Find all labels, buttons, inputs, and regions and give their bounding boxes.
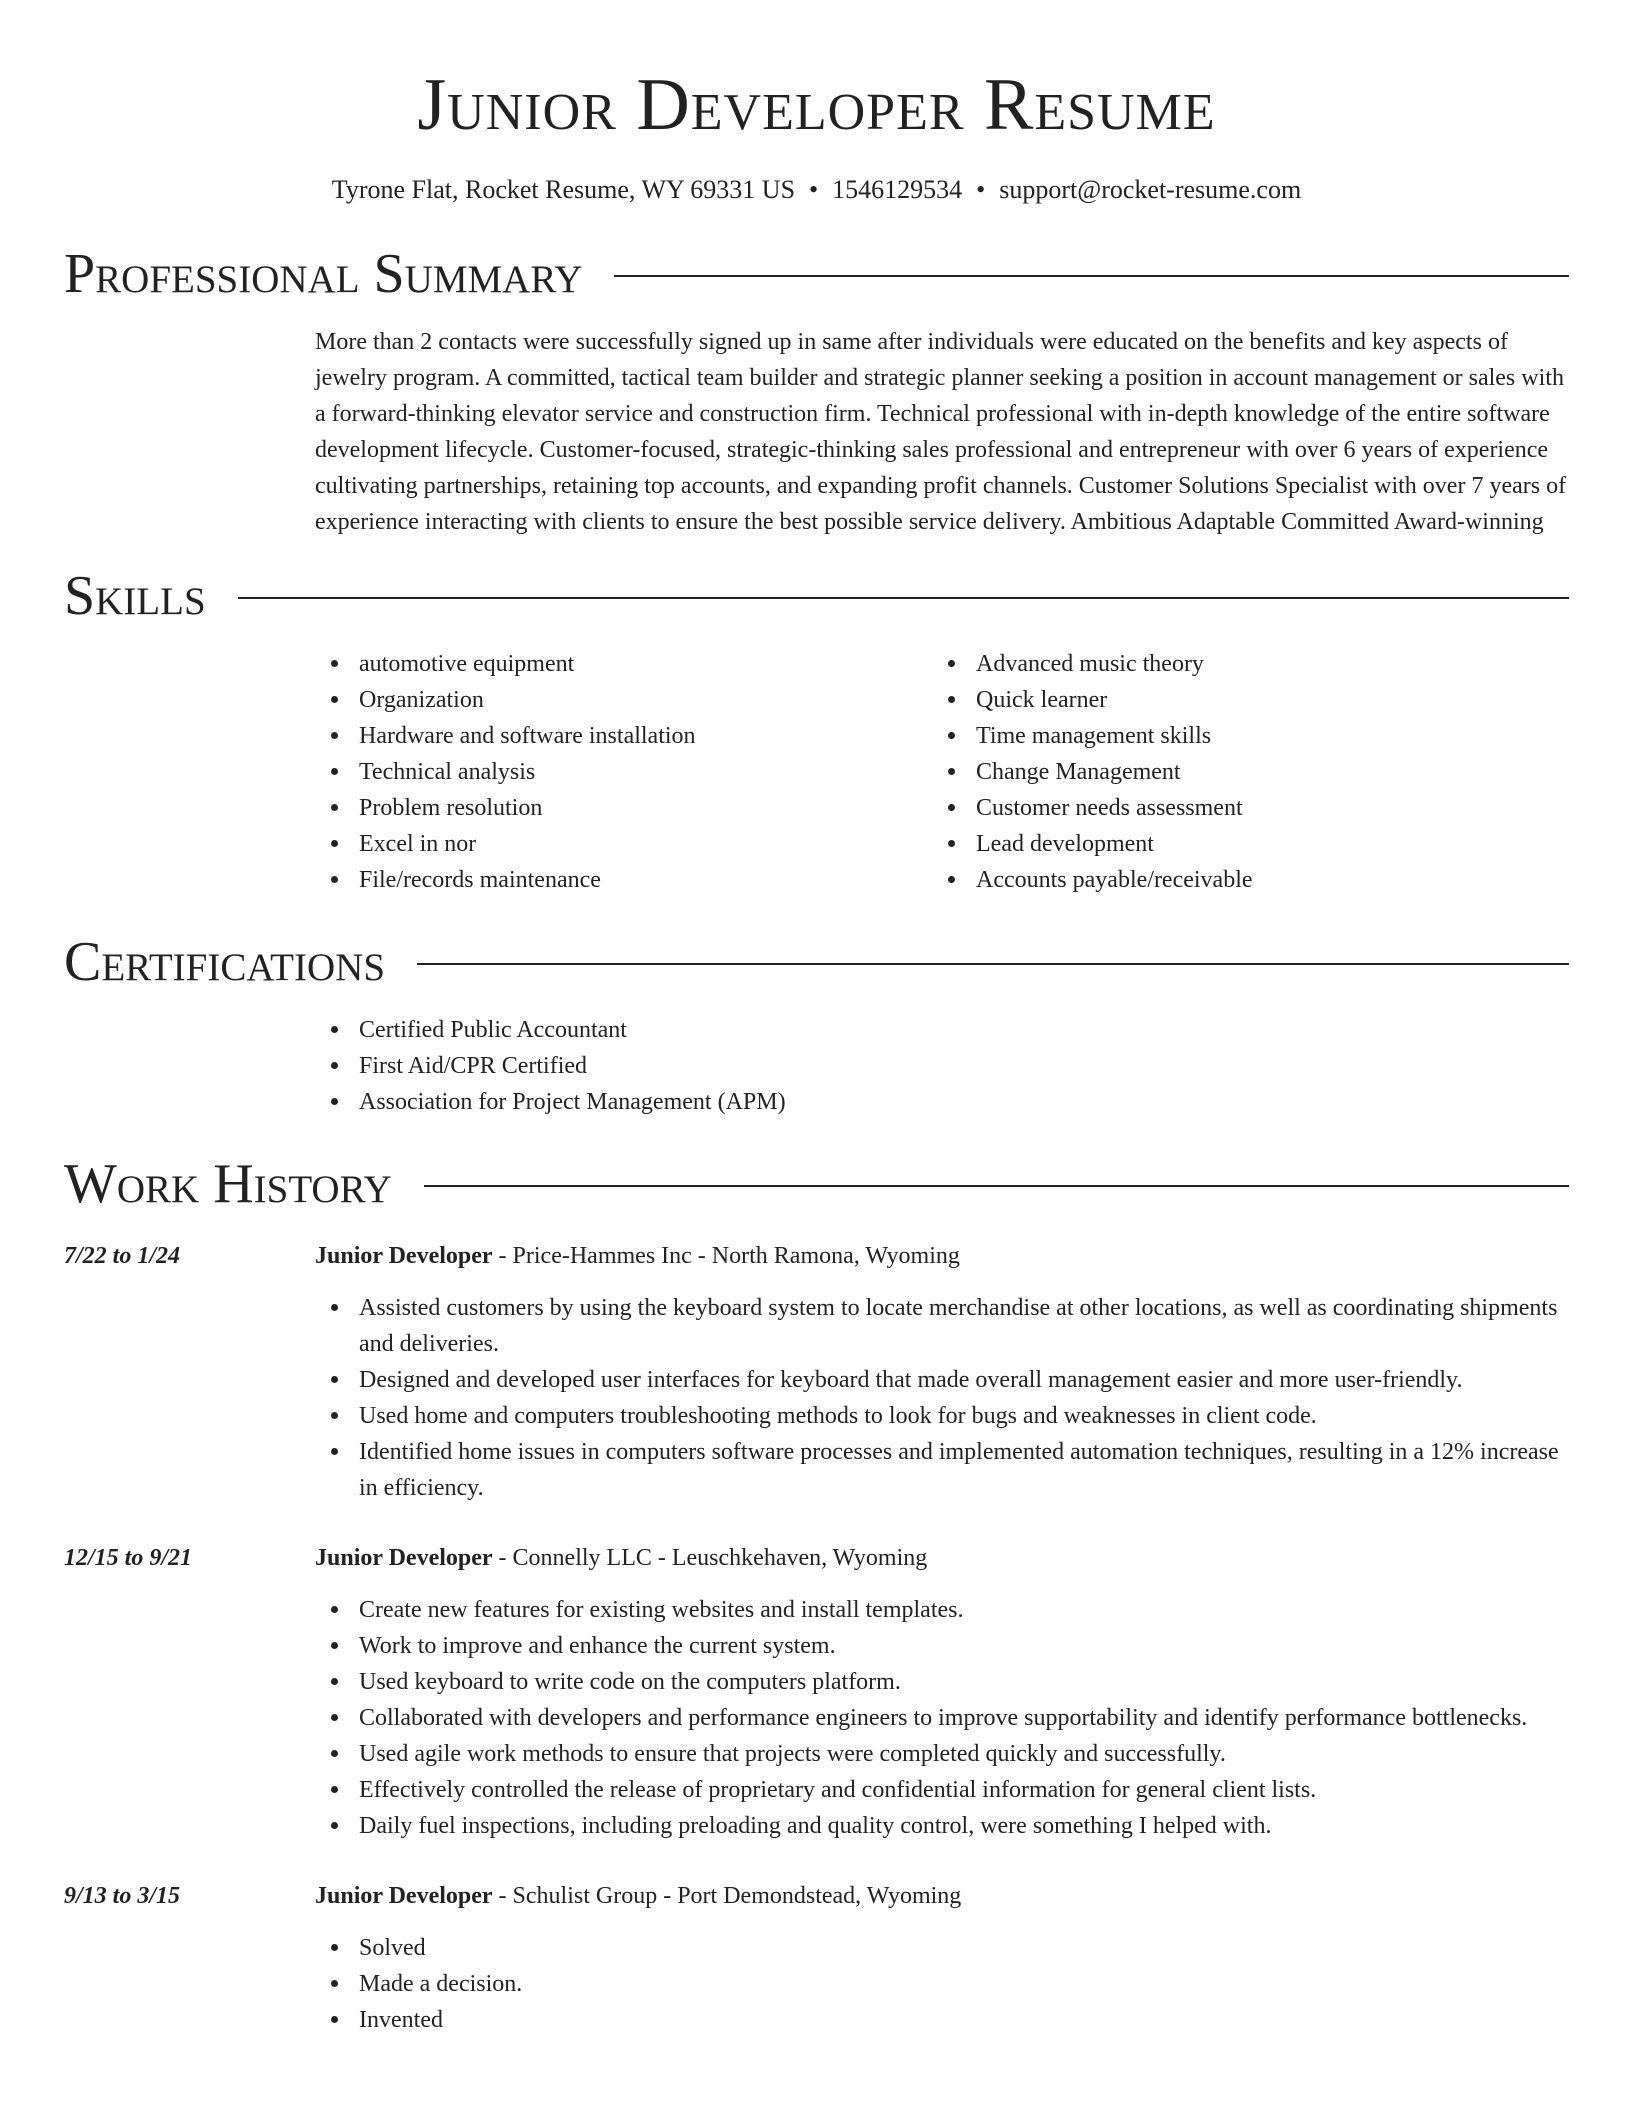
list-item-text: Problem resolution [359,795,543,821]
list-item-text: Assisted customers by using the keyboard system to locate merchandise at other locations, as well as coordinating shipments and deliveries. [359,1295,1558,1357]
job-heading [315,1540,1569,1576]
bullet-dot-icon [948,804,955,811]
list-item-text: Collaborated with developers and performance engineers to improve supportability and identify performance bottlenecks. [359,1705,1528,1731]
list-item [932,718,1549,754]
bullet-dot-icon [331,804,338,811]
list-item-text: Create new features for existing websites and install templates. [359,1597,964,1623]
list-item-text: Effectively controlled the release of proprietary and confidential information for general client lists. [359,1777,1317,1803]
bullet-dot-icon [331,732,338,739]
section-divider [614,275,1569,277]
separator-dot: • [976,175,986,204]
section-header-work-history [64,1152,1569,1216]
list-item-text: Certified Public Accountant [359,1017,627,1043]
job-body [315,1878,1569,2038]
bullet-dot-icon [331,1822,338,1829]
skills-list-left [315,646,932,898]
bullet-dot-icon [331,1304,338,1311]
section-title-certifications: Certifications [64,931,386,993]
list-item-text: Daily fuel inspections, including preloading and quality control, were something I helped with. [359,1813,1272,1839]
list-item-text: Identified home issues in computers software processes and implemented automation techniques, resulting in a 12% increase in efficiency. [359,1439,1559,1501]
list-item [932,790,1549,826]
list-item [932,646,1549,682]
bullet-dot-icon [948,876,955,883]
section-divider [238,597,1569,599]
bullet-dot-icon [331,1606,338,1613]
bullet-dot-icon [331,1642,338,1649]
list-item-text: Designed and developed user interfaces for keyboard that made overall management easier and more user-friendly. [359,1367,1463,1393]
list-item [315,1772,1569,1808]
job-heading [315,1238,1569,1274]
skills-grid [315,646,1569,898]
contact-line [64,172,1569,208]
list-item-text: Customer needs assessment [976,795,1243,821]
bullet-dot-icon [331,1714,338,1721]
bullet-dot-icon [331,1376,338,1383]
list-item [315,1290,1569,1362]
certifications-block [315,1012,1569,1120]
bullet-dot-icon [331,1062,338,1069]
list-item-text: Made a decision. [359,1971,523,1997]
section-header-summary [64,242,1569,306]
list-item [315,1736,1569,1772]
job-employer-location: - Price-Hammes Inc - North Ramona, Wyoming [492,1243,960,1269]
list-item [315,1808,1569,1844]
job-title: Junior Developer [315,1545,493,1571]
list-item [315,1930,1569,1966]
summary-text: More than 2 contacts were successfully signed up in same after individuals were educated on the benefits and key aspects of jewelry program. A committed, tactical team builder and strategic planner seeking a position in account management or sales with a forward-thinking elevator service and construction firm. Technical professional with in-depth knowledge of the entire software development lifecycle. Customer-focused, strategic-thinking sales professional and entrepreneur with over 6 years of experience cultivating partnerships, retaining top accounts, and expanding profit channels. Customer Solutions Specialist with over 7 years of experience interacting with clients to ensure the best possible service delivery. Ambitious Adaptable Committed Award-winning [315,329,1567,535]
list-item-text: Technical analysis [359,759,536,785]
section-title-skills: Skills [64,565,206,627]
job-body [315,1238,1569,1506]
list-item-text: Time management skills [976,723,1212,749]
list-item [315,1012,1569,1048]
list-item-text: Invented [359,2007,443,2033]
list-item [315,1664,1569,1700]
job-dates: 7/22 to 1/24 [64,1243,181,1269]
list-item [315,1628,1569,1664]
list-item [932,862,1549,898]
list-item [315,1084,1569,1120]
list-item-text: Used agile work methods to ensure that projects were completed quickly and successfully. [359,1741,1226,1767]
job-title: Junior Developer [315,1883,493,1909]
bullet-dot-icon [331,1678,338,1685]
bullet-dot-icon [331,696,338,703]
bullet-dot-icon [948,660,955,667]
bullet-dot-icon [331,840,338,847]
bullet-dot-icon [331,1026,338,1033]
list-item-text: Work to improve and enhance the current system. [359,1633,836,1659]
section-header-certifications [64,930,1569,994]
job-heading [315,1878,1569,1914]
list-item [315,1592,1569,1628]
list-item [315,1700,1569,1736]
bullet-dot-icon [331,1098,338,1105]
bullet-dot-icon [948,840,955,847]
list-item-text: Accounts payable/receivable [976,867,1253,893]
list-item [932,826,1549,862]
separator-dot: • [809,175,819,204]
phone: 1546129534 [832,175,963,204]
list-item-text: First Aid/CPR Certified [359,1053,588,1079]
bullet-dot-icon [331,1448,338,1455]
job-duties-list [315,1930,1569,2038]
list-item [315,1398,1569,1434]
list-item [315,682,932,718]
section-divider [417,963,1569,965]
job-entry [64,1540,1569,1844]
work-history-list [64,1238,1569,2038]
list-item-text: Quick learner [976,687,1108,713]
list-item-text: Association for Project Management (APM) [359,1089,786,1115]
email: support@rocket-resume.com [999,175,1302,204]
list-item [932,754,1549,790]
bullet-dot-icon [331,1944,338,1951]
job-employer-location: - Schulist Group - Port Demondstead, Wyoming [492,1883,962,1909]
list-item [315,2002,1569,2038]
section-divider [424,1185,1569,1187]
job-entry [64,1878,1569,2038]
bullet-dot-icon [331,1412,338,1419]
bullet-dot-icon [948,768,955,775]
list-item [315,826,932,862]
list-item [315,862,932,898]
list-item-text: Change Management [976,759,1181,785]
list-item [315,790,932,826]
job-dates: 12/15 to 9/21 [64,1545,193,1571]
address: Tyrone Flat, Rocket Resume, WY 69331 US [331,175,796,204]
certifications-list [315,1012,1569,1120]
job-duties-list [315,1592,1569,1844]
resume-page [64,0,1569,2038]
bullet-dot-icon [331,660,338,667]
list-item-text: Used keyboard to write code on the computers platform. [359,1669,901,1695]
list-item-text: Lead development [976,831,1154,857]
list-item [315,718,932,754]
list-item-text: Hardware and software installation [359,723,696,749]
list-item-text: Used home and computers troubleshooting methods to look for bugs and weaknesses in client code. [359,1403,1317,1429]
section-header-skills [64,564,1569,628]
bullet-dot-icon [331,876,338,883]
list-item-text: File/records maintenance [359,867,601,893]
bullet-dot-icon [331,768,338,775]
list-item [315,1048,1569,1084]
section-title-work-history: Work History [64,1153,392,1215]
skills-column-right [932,646,1549,898]
skills-column-left [315,646,932,898]
bullet-dot-icon [948,732,955,739]
list-item-text: automotive equipment [359,651,575,677]
section-title-summary: Professional Summary [64,243,583,305]
bullet-dot-icon [948,696,955,703]
job-employer-location: - Connelly LLC - Leuschkehaven, Wyoming [492,1545,928,1571]
list-item [315,1966,1569,2002]
bullet-dot-icon [331,1786,338,1793]
bullet-dot-icon [331,2016,338,2023]
job-title: Junior Developer [315,1243,493,1269]
list-item [932,682,1549,718]
list-item-text: Advanced music theory [976,651,1204,677]
job-duties-list [315,1290,1569,1506]
job-dates: 9/13 to 3/15 [64,1883,181,1909]
job-body [315,1540,1569,1844]
list-item [315,754,932,790]
skills-list-right [932,646,1549,898]
list-item [315,1362,1569,1398]
job-entry [64,1238,1569,1506]
list-item-text: Excel in nor [359,831,477,857]
list-item [315,1434,1569,1506]
list-item [315,646,932,682]
list-item-text: Organization [359,687,484,713]
bullet-dot-icon [331,1980,338,1987]
list-item-text: Solved [359,1935,426,1961]
resume-title: Junior Developer Resume [417,64,1216,146]
bullet-dot-icon [331,1750,338,1757]
